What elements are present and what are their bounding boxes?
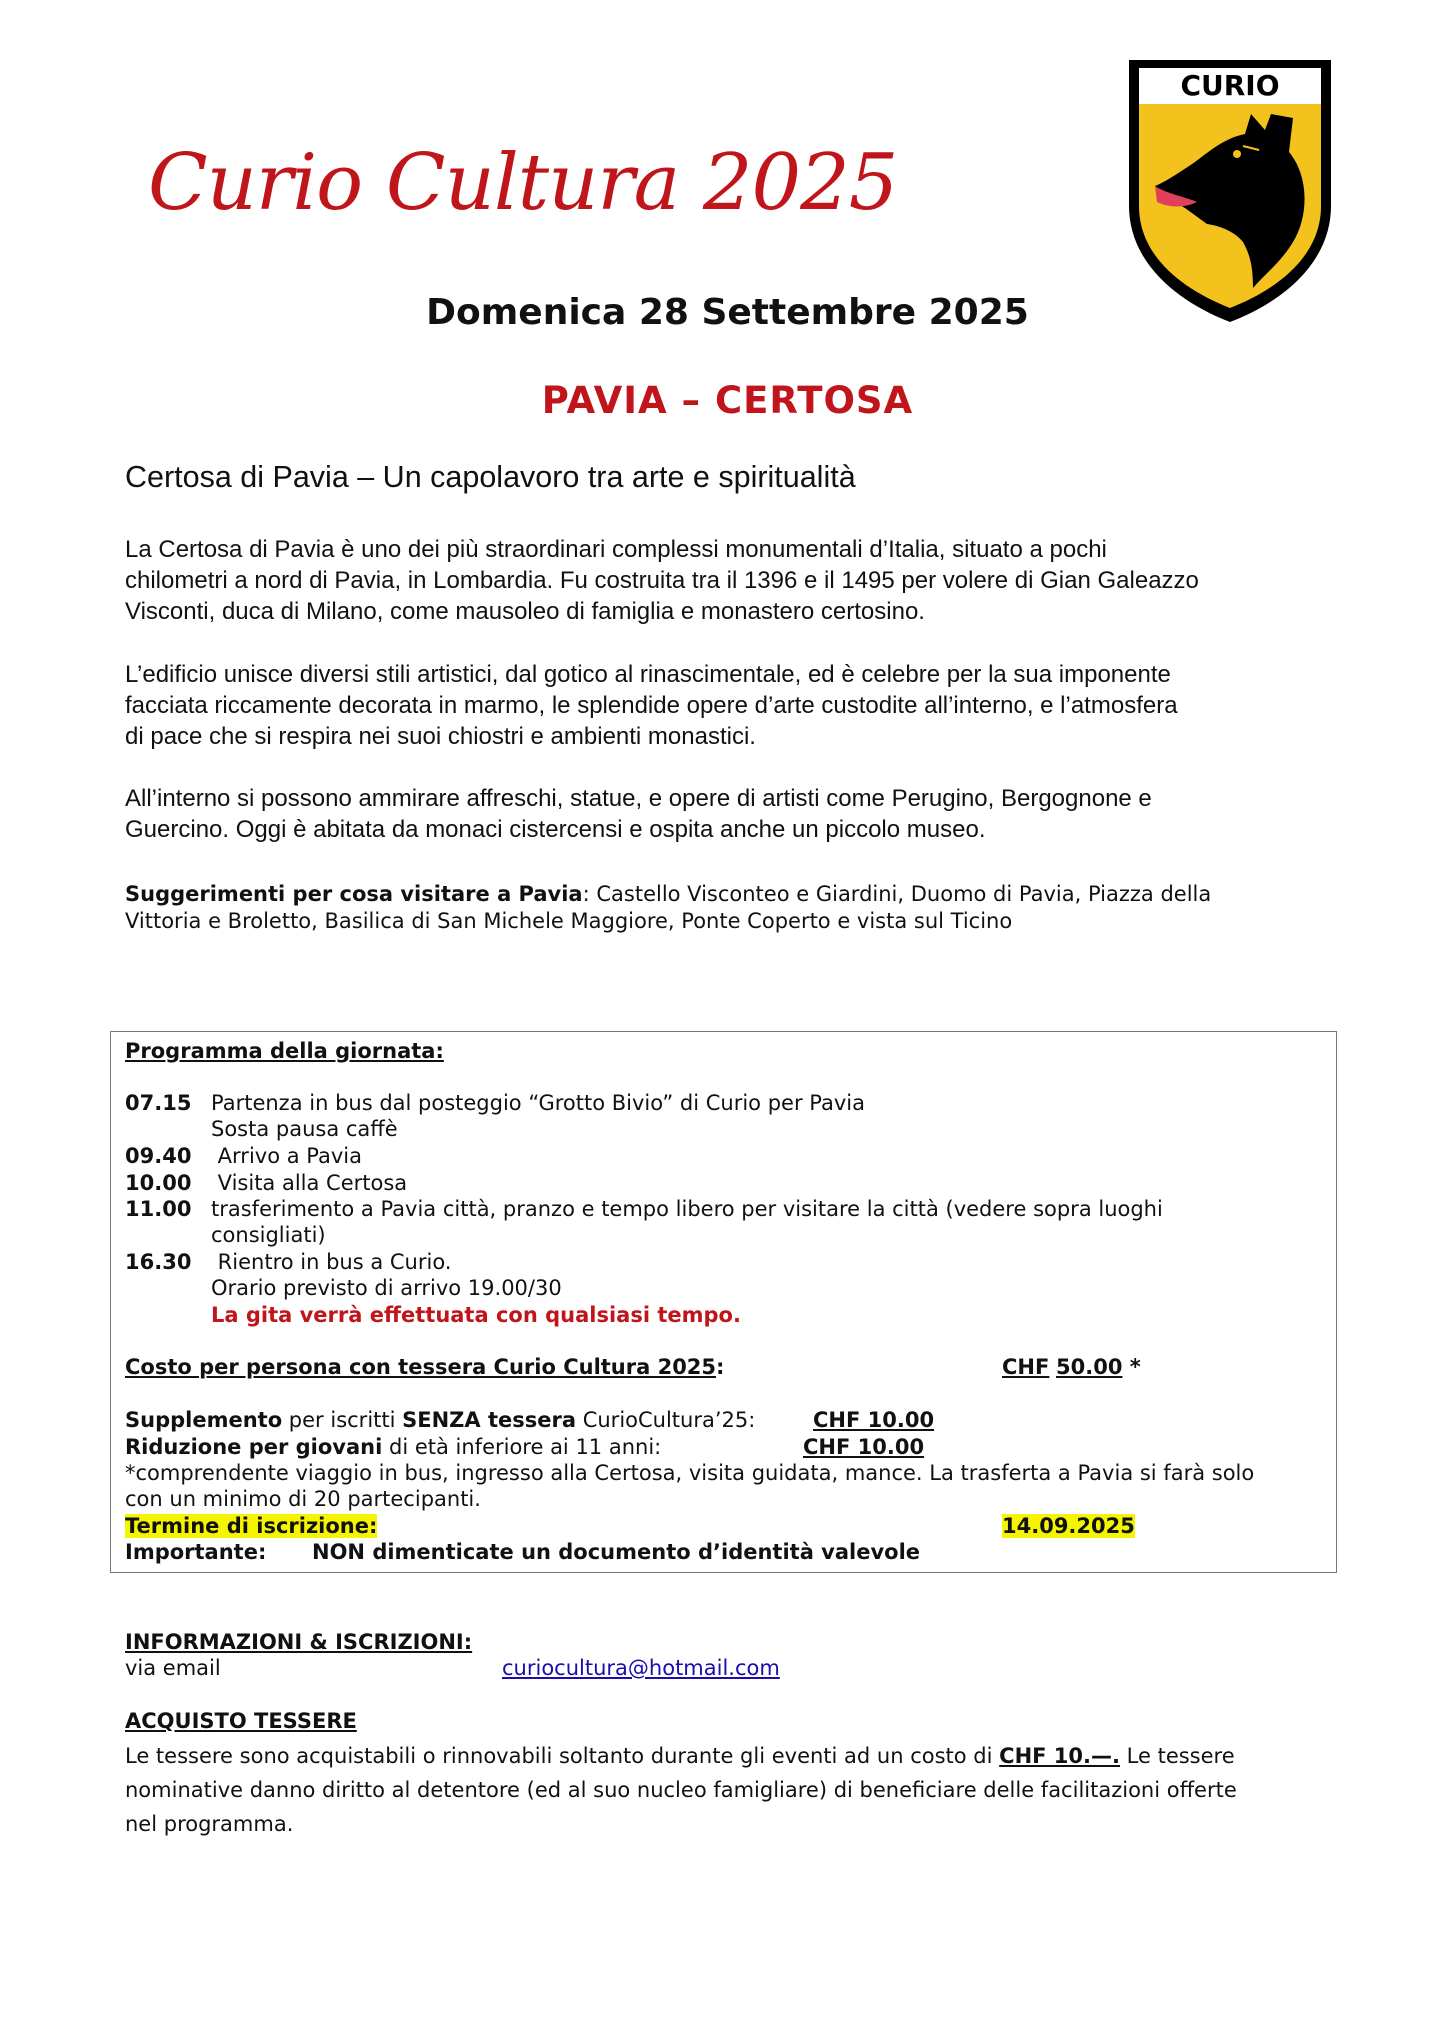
tessere-paragraph: Le tessere sono acquistabili o rinnovabili soltanto durante gli eventi ad un costo di CHF 10.—. Le tessere nominative danno diritto al detentore (ed al suo nucleo famigliare) di beneficiare delle facilitazioni offerte nel programma. (125, 1744, 1237, 1836)
intro-paragraph-2 (125, 659, 1178, 752)
svg-text:CURIO: CURIO (1180, 69, 1280, 102)
program-text: Orario previsto di arrivo 19.00/30 (211, 1276, 562, 1300)
deadline-label: Termine di iscrizione: (125, 1514, 378, 1538)
intro-paragraph-3 (125, 783, 1152, 845)
page-title: Curio Cultura 2025 (148, 138, 898, 228)
important-row: Importante: NON dimenticate un documento d’identità valevole (125, 1540, 921, 1564)
program-text: trasferimento a Pavia città, pranzo e tempo libero per visitare la città (vedere sopra luoghi (211, 1197, 1163, 1221)
supplement-price: CHF 10.00 (813, 1408, 935, 1432)
footnote-text: *comprendente viaggio in bus, ingresso alla Certosa, visita guidata, mance. La trasferta a Pavia si farà solo (125, 1461, 1255, 1485)
program-text: Arrivo a Pavia (211, 1144, 362, 1168)
event-date: Domenica 28 Settembre 2025 (426, 292, 1029, 333)
program-text: Partenza in bus dal posteggio “Grotto Bivio” di Curio per Pavia (211, 1091, 865, 1115)
program-time: 09.40 (125, 1144, 192, 1168)
suggestions-label: Suggerimenti per cosa visitare a Pavia (125, 882, 583, 906)
program-time: 11.00 (125, 1197, 192, 1221)
program-text: Rientro in bus a Curio. (211, 1250, 452, 1274)
program-time: 07.15 (125, 1091, 192, 1115)
program-text: Sosta pausa caffè (211, 1117, 398, 1141)
program-item (125, 1091, 865, 1115)
program-time: 16.30 (125, 1250, 192, 1274)
paragraph-line: Visconti, duca di Milano, come mausoleo di famiglia e monastero certosino. (125, 598, 925, 625)
curio-wolf-shield-logo (1125, 56, 1335, 326)
email-link[interactable]: curiocultura@hotmail.com (502, 1656, 780, 1680)
suggestions-text: Vittoria e Broletto, Basilica di San Michele Maggiore, Ponte Coperto e vista sul Ticino (125, 909, 1013, 933)
program-item (125, 1250, 451, 1274)
reduction-price: CHF 10.00 (803, 1435, 925, 1459)
paragraph-line: Guercino. Oggi è abitata da monaci cistercensi e ospita anche un piccolo museo. (125, 816, 986, 843)
paragraph-line: All’interno si possono ammirare affreschi, statue, e opere di artisti come Perugino, Bergognone e (125, 785, 1152, 812)
cost-label: Costo per persona con tessera Curio Cultura 2025: (125, 1355, 725, 1379)
program-item (125, 1144, 362, 1168)
tessere-price: CHF 10.—. (999, 1744, 1120, 1768)
intro-paragraph-1 (125, 534, 1199, 627)
section-subtitle: Certosa di Pavia – Un capolavoro tra arte e spiritualità (125, 460, 856, 494)
footnote-text: con un minimo di 20 partecipanti. (125, 1487, 481, 1511)
paragraph-line: facciata riccamente decorata in marmo, le splendide opere d’arte custodite all’interno, e l’atmosfera (125, 692, 1178, 719)
paragraph-line: chilometri a nord di Pavia, in Lombardia. Fu costruita tra il 1396 e il 1495 per volere di Gian Galeazzo (125, 567, 1199, 594)
suggestions-text: : Castello Visconteo e Giardini, Duomo di Pavia, Piazza della (582, 882, 1212, 906)
deadline-date: 14.09.2025 (1002, 1514, 1135, 1538)
paragraph-line: di pace che si respira nei suoi chiostri e ambienti monastici. (125, 723, 756, 750)
info-heading: INFORMAZIONI & ISCRIZIONI: (125, 1630, 473, 1654)
supplement-row: Supplemento per iscritti SENZA tessera CurioCultura’25: (125, 1408, 756, 1432)
program-time: 10.00 (125, 1171, 192, 1195)
program-item (125, 1197, 1163, 1221)
visit-suggestions (125, 881, 1211, 935)
cost-price: CHF 50.00 * (1002, 1355, 1141, 1379)
paragraph-line: La Certosa di Pavia è uno dei più straordinari complessi monumentali d’Italia, situato a pochi (125, 536, 1107, 563)
program-text: Visita alla Certosa (211, 1171, 408, 1195)
paragraph-line: L’edificio unisce diversi stili artistici, dal gotico al rinascimentale, ed è celebre per la sua imponente (125, 661, 1171, 688)
weather-note: La gita verrà effettuata con qualsiasi tempo. (211, 1303, 741, 1327)
program-text: consigliati) (211, 1223, 326, 1247)
event-destination: PAVIA – CERTOSA (541, 379, 914, 422)
program-item (125, 1171, 407, 1195)
tessere-heading: ACQUISTO TESSERE (125, 1709, 357, 1733)
program-heading: Programma della giornata: (125, 1039, 444, 1063)
info-via: via email (125, 1656, 221, 1680)
reduction-row: Riduzione per giovani di età inferiore ai 11 anni: (125, 1435, 662, 1459)
